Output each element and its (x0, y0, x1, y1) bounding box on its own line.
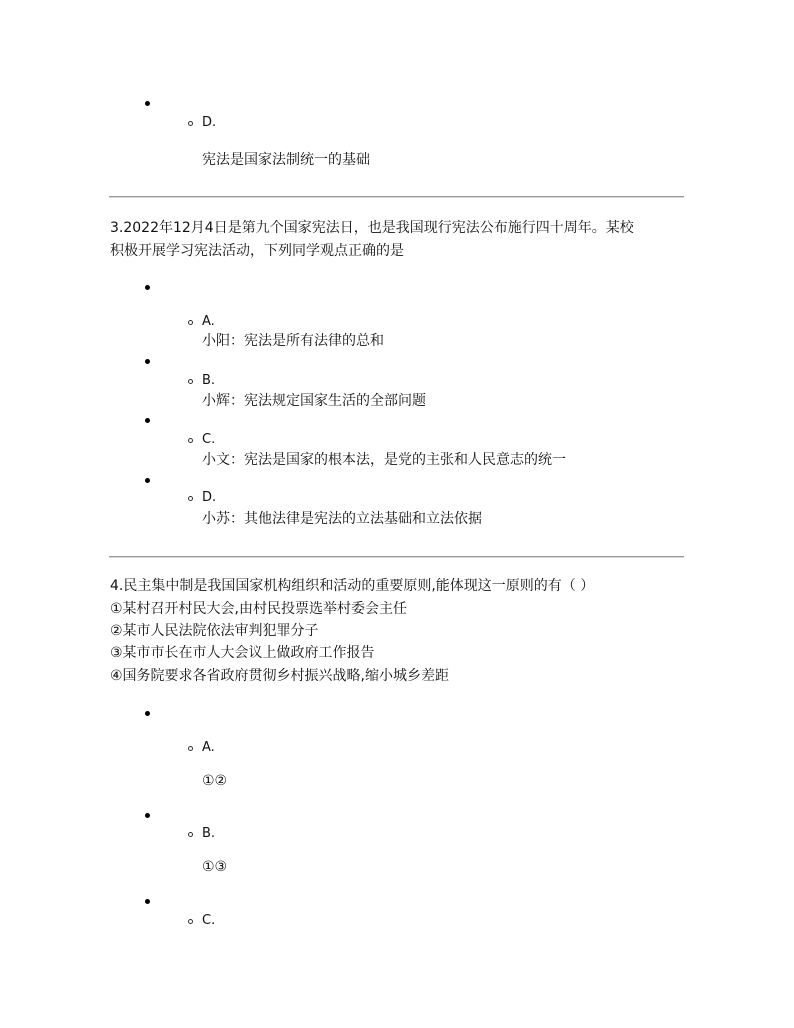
option-letter: B. (202, 826, 216, 841)
list-bullet (145, 899, 150, 904)
option-text: 小辉：宪法规定国家生活的全部问题 (202, 393, 426, 409)
question-stem-line: 3.2022年12月4日是第九个国家宪法日，也是我国现行宪法公布施行四十周年。某校 (110, 220, 634, 236)
sublist-circle (188, 121, 193, 126)
option-text: 宪法是国家法制统一的基础 (202, 152, 370, 168)
statement-line: ④国务院要求各省政府贯彻乡村振兴战略,缩小城乡差距 (110, 668, 449, 684)
option-letter: C. (202, 432, 216, 447)
option-text: 小文：宪法是国家的根本法，是党的主张和人民意志的统一 (202, 452, 566, 468)
option-letter: A. (202, 740, 215, 755)
sublist-circle (188, 379, 193, 384)
option-letter: C. (202, 913, 216, 928)
option-text: ①② (202, 773, 228, 789)
option-letter: D. (202, 115, 217, 130)
option-letter: D. (202, 490, 217, 505)
option-text: 小苏：其他法律是宪法的立法基础和立法依据 (202, 511, 482, 527)
sublist-circle (188, 746, 193, 751)
option-letter: B. (202, 373, 216, 388)
divider (109, 196, 684, 198)
question-stem-line: 4.民主集中制是我国国家机构组织和活动的重要原则,能体现这一原则的有（ ） (110, 578, 595, 594)
option-text: 小阳：宪法是所有法律的总和 (202, 333, 384, 349)
option-text: ①③ (202, 859, 228, 875)
option-letter: A. (202, 314, 215, 329)
sublist-circle (188, 832, 193, 837)
list-bullet (145, 101, 150, 106)
sublist-circle (188, 320, 193, 325)
list-bullet (145, 418, 150, 423)
sublist-circle (188, 496, 193, 501)
sublist-circle (188, 919, 193, 924)
statement-line: ①某村召开村民大会,由村民投票选举村委会主任 (110, 601, 407, 617)
list-bullet (145, 359, 150, 364)
list-bullet (145, 813, 150, 818)
sublist-circle (188, 438, 193, 443)
list-bullet (145, 711, 150, 716)
statement-line: ③某市市长在市人大会议上做政府工作报告 (110, 645, 375, 661)
statement-line: ②某市人民法院依法审判犯罪分子 (110, 623, 319, 639)
list-bullet (145, 285, 150, 290)
list-bullet (145, 478, 150, 483)
divider (109, 556, 684, 558)
question-stem-line: 积极开展学习宪法活动，下列同学观点正确的是 (110, 243, 404, 259)
